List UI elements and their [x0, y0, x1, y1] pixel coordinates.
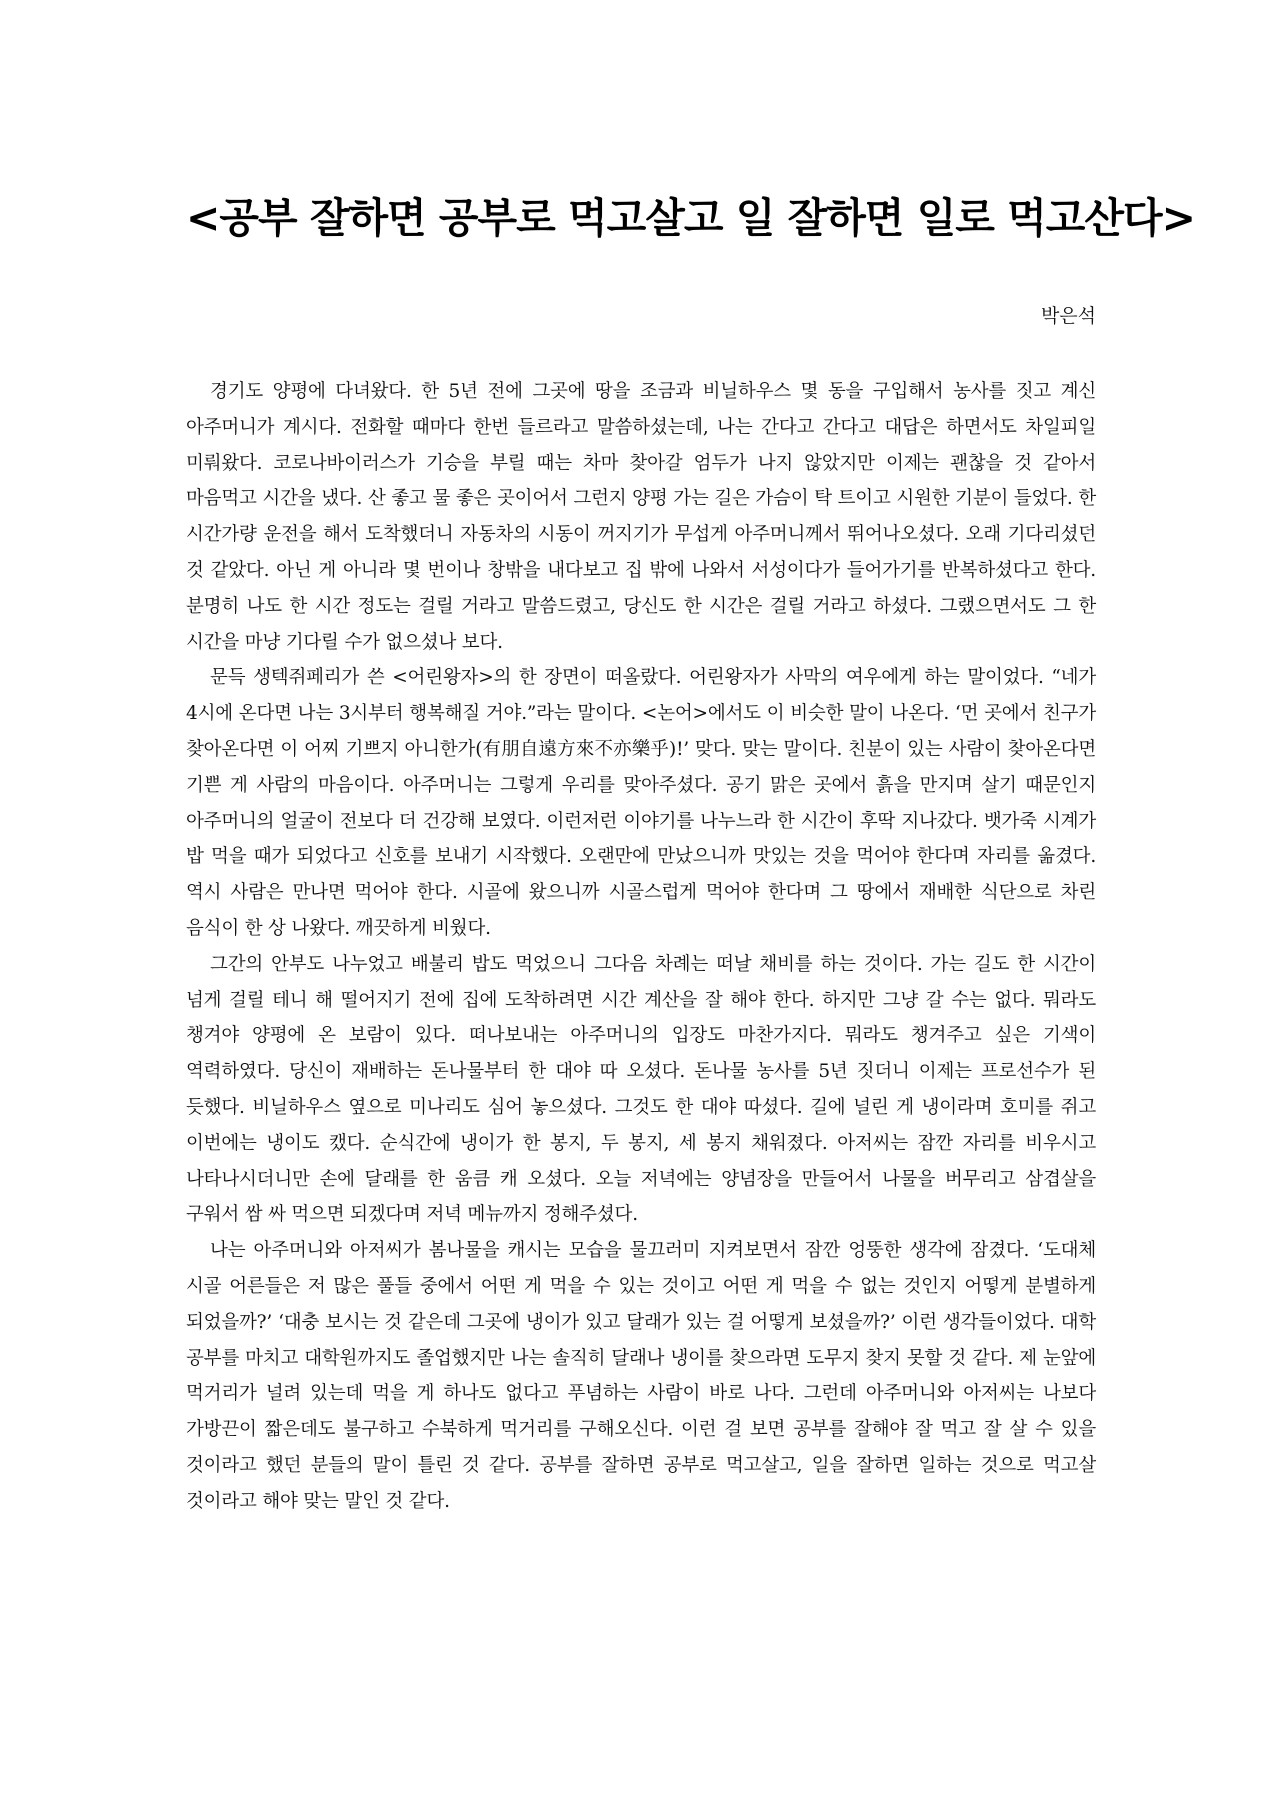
author-name: 박은석 — [1040, 305, 1096, 327]
document-title: <공부 잘하면 공부로 먹고살고 일 잘하면 일로 먹고산다> — [186, 194, 1195, 242]
document-page — [186, 190, 1195, 1520]
document-body — [186, 374, 1096, 1520]
paragraph: 나는 아주머니와 아저씨가 봄나물을 캐시는 모습을 물끄러미 지켜보면서 잠깐 엉뚱한 생각에 잠겼다. ‘도대체 시골 어른들은 저 많은 풀들 중에서 어떤 게 먹을 수 있는 것이고 어떤 게 먹을 수 없는 것인지 어떻게 분별하게 되었을까?’ ‘대충 보시는 것 같은데 그곳에 냉이가 있고 달래가 있는 걸 어떻게 보셨을까?’ 이런 생각들이었다. 대학 공부를 마치고 대학원까지도 졸업했지만 나는 솔직히 달래나 냉이를 찾으라면 도무지 찾지 못할 것 같다. 제 눈앞에 먹거리가 널려 있는데 먹을 게 하나도 없다고 푸념하는 사람이 바로 나다. 그런데 아주머니와 아저씨는 나보다 가방끈이 짧은데도 불구하고 수북하게 먹거리를 구해오신다. 이런 걸 보면 공부를 잘해야 잘 먹고 잘 살 수 있을 것이라고 했던 분들의 말이 틀린 것 같다. 공부를 잘하면 공부로 먹고살고, 일을 잘하면 일하는 것으로 먹고살 것이라고 해야 맞는 말인 것 같다. — [186, 1240, 1096, 1512]
paragraph: 경기도 양평에 다녀왔다. 한 5년 전에 그곳에 땅을 조금과 비닐하우스 몇 동을 구입해서 농사를 짓고 계신 아주머니가 계시다. 전화할 때마다 한번 들르라고 말씀하셨는데, 나는 간다고 간다고 대답은 하면서도 차일피일 미뤄왔다. 코로나바이러스가 기승을 부릴 때는 차마 찾아갈 엄두가 나지 않았지만 이제는 괜찮을 것 같아서 마음먹고 시간을 냈다. 산 좋고 물 좋은 곳이어서 그런지 양평 가는 길은 가슴이 탁 트이고 시원한 기분이 들었다. 한 시간가량 운전을 해서 도착했더니 자동차의 시동이 꺼지기가 무섭게 아주머니께서 뛰어나오셨다. 오래 기다리셨던 것 같았다. 아닌 게 아니라 몇 번이나 창밖을 내다보고 집 밖에 나와서 서성이다가 들어가기를 반복하셨다고 한다. 분명히 나도 한 시간 정도는 걸릴 거라고 말씀드렸고, 당신도 한 시간은 걸릴 거라고 하셨다. 그랬으면서도 그 한 시간을 마냥 기다릴 수가 없으셨나 보다. — [186, 381, 1096, 653]
paragraph: 그간의 안부도 나누었고 배불리 밥도 먹었으니 그다음 차례는 떠날 채비를 하는 것이다. 가는 길도 한 시간이 넘게 걸릴 테니 해 떨어지기 전에 집에 도착하려면 시간 계산을 잘 해야 한다. 하지만 그냥 갈 수는 없다. 뭐라도 챙겨야 양평에 온 보람이 있다. 떠나보내는 아주머니의 입장도 마찬가지다. 뭐라도 챙겨주고 싶은 기색이 역력하였다. 당신이 재배하는 돈나물부터 한 대야 따 오셨다. 돈나물 농사를 5년 짓더니 이제는 프로선수가 된 듯했다. 비닐하우스 옆으로 미나리도 심어 놓으셨다. 그것도 한 대야 따셨다. 길에 널린 게 냉이라며 호미를 쥐고 이번에는 냉이도 캤다. 순식간에 냉이가 한 봉지, 두 봉지, 세 봉지 채워졌다. 아저씨는 잠깐 자리를 비우시고 나타나시더니만 손에 달래를 한 움큼 캐 오셨다. 오늘 저녁에는 양념장을 만들어서 나물을 버무리고 삼겹살을 구워서 쌈 싸 먹으면 되겠다며 저녁 메뉴까지 정해주셨다. — [186, 953, 1096, 1226]
paragraph: 문득 생텍쥐페리가 쓴 <어린왕자>의 한 장면이 떠올랐다. 어린왕자가 사막의 여우에게 하는 말이었다. “네가 4시에 온다면 나는 3시부터 행복해질 거야.”라는 말이다. <논어>에서도 이 비슷한 말이 나온다. ‘먼 곳에서 친구가 찾아온다면 이 어찌 기쁘지 아니한가(有朋自遠方來不亦樂乎)!’ 맞다. 맞는 말이다. 친분이 있는 사람이 찾아온다면 기쁜 게 사람의 마음이다. 아주머니는 그렇게 우리를 맞아주셨다. 공기 맑은 곳에서 흙을 만지며 살기 때문인지 아주머니의 얼굴이 전보다 더 건강해 보였다. 이런저런 이야기를 나누느라 한 시간이 후딱 지나갔다. 뱃가죽 시계가 밥 먹을 때가 되었다고 신호를 보내기 시작했다. 오랜만에 만났으니까 맛있는 것을 먹어야 한다며 자리를 옮겼다. 역시 사람은 만나면 먹어야 한다. 시골에 왔으니까 시골스럽게 먹어야 한다며 그 땅에서 재배한 식단으로 차린 음식이 한 상 나왔다. 깨끗하게 비웠다. — [186, 667, 1096, 939]
